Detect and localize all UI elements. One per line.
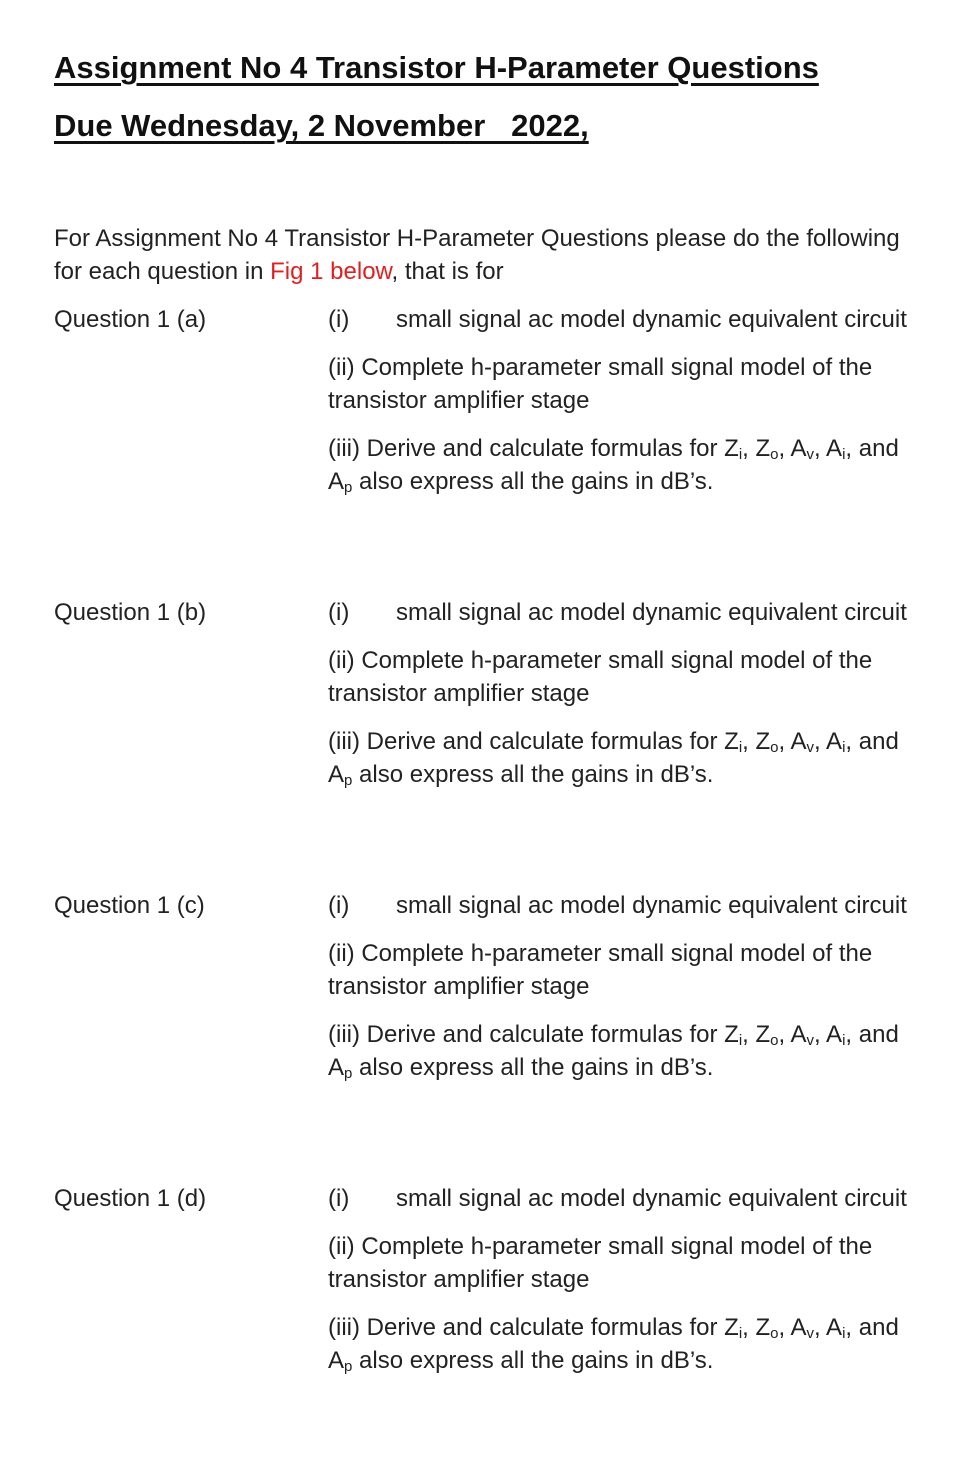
assignment-title: Assignment No 4 Transistor H-Parameter Questions [54,50,819,85]
question-label: Question 1 (b) [54,599,207,626]
item-i-text: small signal ac model dynamic equivalent circuit [396,599,907,626]
item-i [328,596,908,629]
item-i-label: (i) [328,1185,350,1212]
fig-1-link[interactable]: Fig 1 below [270,258,392,285]
question-items [328,303,908,513]
item-i-label: (i) [328,599,350,626]
item-i-label: (i) [328,892,350,919]
intro-paragraph [54,222,934,288]
item-i [328,303,908,336]
question-label: Question 1 (a) [54,306,207,333]
item-i-text: small signal ac model dynamic equivalent circuit [396,892,907,919]
question-items [328,596,908,806]
item-iii: (iii) Derive and calculate formulas for $Z_i$, $Z_o$, $A_v$, $A_i$, and $A_p$ also express all the gains in dB’s. [328,728,899,789]
due-date-title: Due Wednesday, 2 November 2022, [54,108,589,143]
question-label: Question 1 (d) [54,1185,207,1212]
item-ii: (ii) Complete h-parameter small signal model of the transistor amplifier stage [328,354,873,414]
intro-text-after: , that is for [391,258,504,285]
item-ii: (ii) Complete h-parameter small signal model of the transistor amplifier stage [328,647,873,707]
item-i-label: (i) [328,306,350,333]
question-items [328,1182,908,1392]
intro-text-before: For Assignment No 4 Transistor H-Parameter Questions please do the following for each question in [54,225,900,285]
item-ii: (ii) Complete h-parameter small signal model of the transistor amplifier stage [328,1233,873,1293]
item-iii: (iii) Derive and calculate formulas for $Z_i$, $Z_o$, $A_v$, $A_i$, and $A_p$ also express all the gains in dB’s. [328,435,899,496]
item-i [328,889,908,922]
item-iii: (iii) Derive and calculate formulas for $Z_i$, $Z_o$, $A_v$, $A_i$, and $A_p$ also express all the gains in dB’s. [328,1021,899,1082]
item-ii: (ii) Complete h-parameter small signal model of the transistor amplifier stage [328,940,873,1000]
item-iii: (iii) Derive and calculate formulas for $Z_i$, $Z_o$, $A_v$, $A_i$, and $A_p$ also express all the gains in dB’s. [328,1314,899,1375]
question-items [328,889,908,1099]
question-label: Question 1 (c) [54,892,205,919]
item-i-text: small signal ac model dynamic equivalent circuit [396,1185,907,1212]
item-i-text: small signal ac model dynamic equivalent circuit [396,306,907,333]
item-i [328,1182,908,1215]
